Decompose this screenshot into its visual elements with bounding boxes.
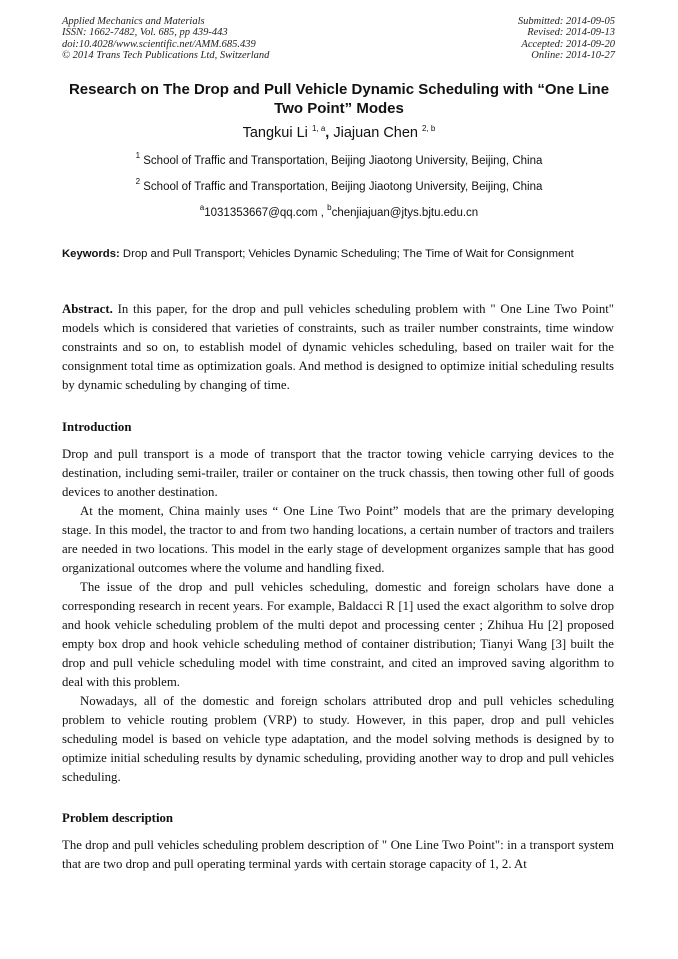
email-address[interactable]: chenjiajuan@jtys.bjtu.edu.cn xyxy=(331,207,479,219)
author-emails xyxy=(62,203,616,220)
paragraph: The issue of the drop and pull vehicles scheduling, domestic and foreign scholars have done a corresponding research in recent years. For example, Baldacci R [1] used the exact algorithm to solve drop and hook vehicle scheduling problem of the multi depot and processing center ; Zhihua Hu [2] proposed empty box drop and hook vehicle scheduling method of container distribution; Tianyi Wang [3] built the drop and pull vehicle scheduling model with time constraint, and cited an improved saving algorithm to deal with this problem. xyxy=(62,580,614,689)
abstract-text: In this paper, for the drop and pull vehicles scheduling problem with " One Line Two Point" models which is considered that varieties of constraints, such as trailer number constraints, time window constraints and so on, to establish model of dynamic vehicles scheduling, based on trailer wait for the consignment total time as optimization goals. And method is designed to optimize initial scheduling results by dynamic scheduling by changing of time. xyxy=(62,302,614,392)
paper-title: Research on The Drop and Pull Vehicle Dynamic Scheduling with “One Line Two Point” Modes xyxy=(68,81,610,117)
affiliation-number: 2 xyxy=(135,177,141,186)
paragraph: The drop and pull vehicles scheduling problem description of " One Line Two Point": in a transport system that are two drop and pull operating terminal yards with certain storage capacity of 1, 2. At xyxy=(62,838,614,871)
journal-info xyxy=(62,16,269,61)
journal-issn: ISSN: 1662-7482, Vol. 685, pp 439-443 xyxy=(62,27,228,39)
journal-copyright: © 2014 Trans Tech Publications Ltd, Switzerland xyxy=(62,49,270,61)
introduction-body xyxy=(62,445,614,787)
section-heading-introduction: Introduction xyxy=(62,420,132,434)
paragraph: Drop and pull transport is a mode of transport that the tractor towing vehicle carrying devices to the destination, including semi-trailer, trailer or container on the truck chassis, then towing other full of goods devices to another destination. xyxy=(62,447,614,499)
date-submitted: Submitted: 2014-09-05 xyxy=(517,16,615,27)
keywords-text: Drop and Pull Transport; Vehicles Dynamic Scheduling; The Time of Wait for Consignment xyxy=(122,248,574,260)
journal-doi: doi:10.4028/www.scientific.net/AMM.685.439 xyxy=(62,38,256,50)
author-affiliation-mark: 1, a xyxy=(311,124,326,133)
journal-name: Applied Mechanics and Materials xyxy=(62,16,205,27)
author-affiliation-mark: 2, b xyxy=(422,124,436,133)
author-separator: , xyxy=(325,125,330,141)
email-mark: a xyxy=(199,203,205,212)
author-name: Tangkui Li xyxy=(242,125,308,141)
affiliation xyxy=(62,151,616,168)
affiliation-text: School of Traffic and Transportation, Beijing Jiaotong University, Beijing, China xyxy=(143,181,543,193)
email-separator: , xyxy=(317,207,328,219)
email-address[interactable]: 1031353667@qq.com xyxy=(204,207,318,219)
keywords xyxy=(62,245,614,264)
author-name: Jiajuan Chen xyxy=(333,125,418,141)
affiliation xyxy=(62,177,616,194)
affiliation-number: 1 xyxy=(135,151,141,160)
affiliation-text: School of Traffic and Transportation, Beijing Jiaotong University, Beijing, China xyxy=(143,155,543,167)
date-online: Online: 2014-10-27 xyxy=(531,49,615,61)
date-revised: Revised: 2014-09-13 xyxy=(527,27,615,39)
author-list xyxy=(62,124,616,142)
date-accepted: Accepted: 2014-09-20 xyxy=(521,38,615,50)
paragraph: Nowadays, all of the domestic and foreign scholars attributed drop and pull vehicles scheduling problem to vehicle routing problem (VRP) to study. However, in this paper, drop and pull vehicles scheduling model is based on vehicle type adaptation, and the model solving methods is designed by to optimize initial scheduling results by dynamic scheduling, providing another way to drop and pull vehicles scheduling. xyxy=(62,694,614,784)
email-mark: b xyxy=(327,203,332,212)
abstract-label: Abstract. xyxy=(62,302,113,316)
paragraph: At the moment, China mainly uses “ One Line Two Point” models that are the primary developing stage. In this model, the tractor to and from two handing locations, a certain number of tractors and trailers are needed in two locations. This model in the early stage of development organizes sample that has good organizational outcomes where the volume and handling fixed. xyxy=(62,504,614,575)
keywords-label: Keywords: xyxy=(62,248,120,260)
abstract xyxy=(62,300,614,395)
publication-dates xyxy=(518,16,615,61)
section-heading-problem-description: Problem description xyxy=(62,811,174,825)
problem-description-body xyxy=(62,836,614,874)
